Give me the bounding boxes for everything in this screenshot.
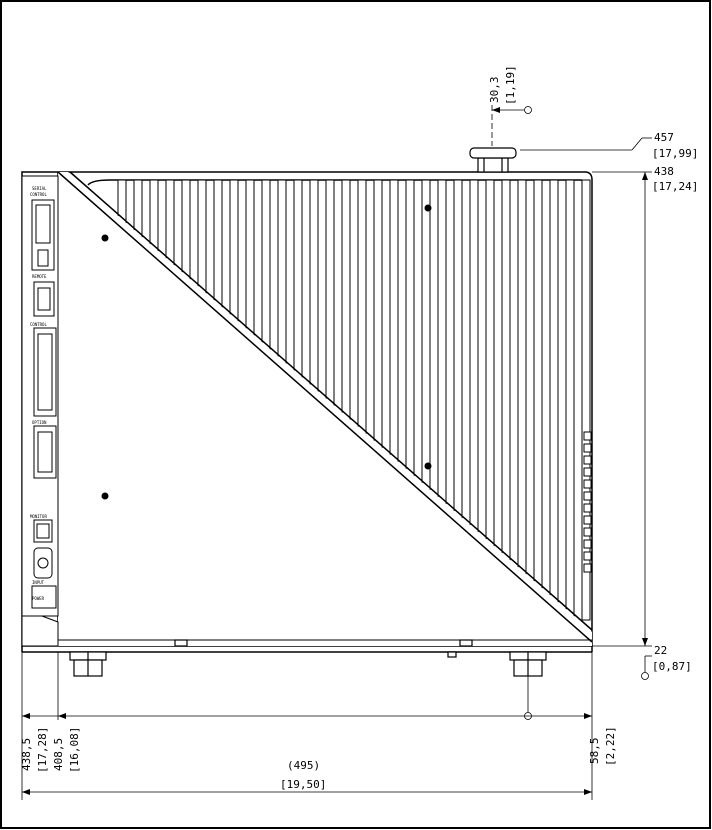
vent-slot (584, 564, 591, 572)
vent-slot (584, 528, 591, 536)
panel-label-monitor: MONITOR (30, 514, 47, 519)
dim-width-in: [19,50] (280, 778, 327, 791)
fin (534, 180, 542, 620)
vent-slot (584, 480, 591, 488)
screw (425, 205, 432, 212)
dim-22-mm: 22 (654, 644, 668, 657)
vent-slot (584, 504, 591, 512)
panel-label-control2: CONTROL (30, 322, 47, 327)
vent-slot (584, 468, 591, 476)
screw (102, 235, 109, 242)
fin (566, 180, 574, 620)
dim-right-in: [2,22] (604, 726, 617, 766)
vent-slot (584, 540, 591, 548)
fin (550, 180, 558, 620)
vent-slot (584, 492, 591, 500)
dim-width-mm: (495) (287, 759, 321, 772)
dim-left-total-in: [17,28] (36, 726, 49, 773)
fin (518, 180, 526, 620)
vent-slot (584, 456, 591, 464)
panel-label-control: CONTROL (30, 192, 47, 197)
vent-slot (584, 516, 591, 524)
dim-left-body-mm: 408,5 (52, 737, 65, 771)
panel-label-input: INPUT (32, 580, 45, 585)
top-port (470, 148, 516, 172)
connector-panel (22, 176, 58, 646)
dim-top-mm: 30,3 (488, 76, 501, 103)
dim-22-in: [0,87] (652, 660, 692, 673)
panel-label-option: OPTION (32, 420, 47, 425)
dim-438-mm: 438 (654, 165, 674, 178)
panel-label-power: POWER (32, 596, 45, 601)
dim-438-in: [17,24] (652, 180, 699, 193)
panel-label-remote: REMOTE (32, 274, 47, 279)
dim-457-mm: 457 (654, 131, 674, 144)
diagonal-cover (58, 172, 592, 646)
vent-slot (584, 552, 591, 560)
dim-right-mm: 58,5 (588, 737, 601, 764)
screw (102, 493, 109, 500)
vent-slot (584, 432, 591, 440)
dim-left-body-in: [16,08] (68, 726, 81, 773)
panel-label-serial: SERIAL (32, 186, 47, 191)
dim-top-in: [1,19] (504, 65, 517, 105)
screw (425, 463, 432, 470)
vent-slot (584, 444, 591, 452)
dim-left-total-mm: 438,5 (20, 737, 33, 771)
dim-457-in: [17,99] (652, 147, 699, 160)
